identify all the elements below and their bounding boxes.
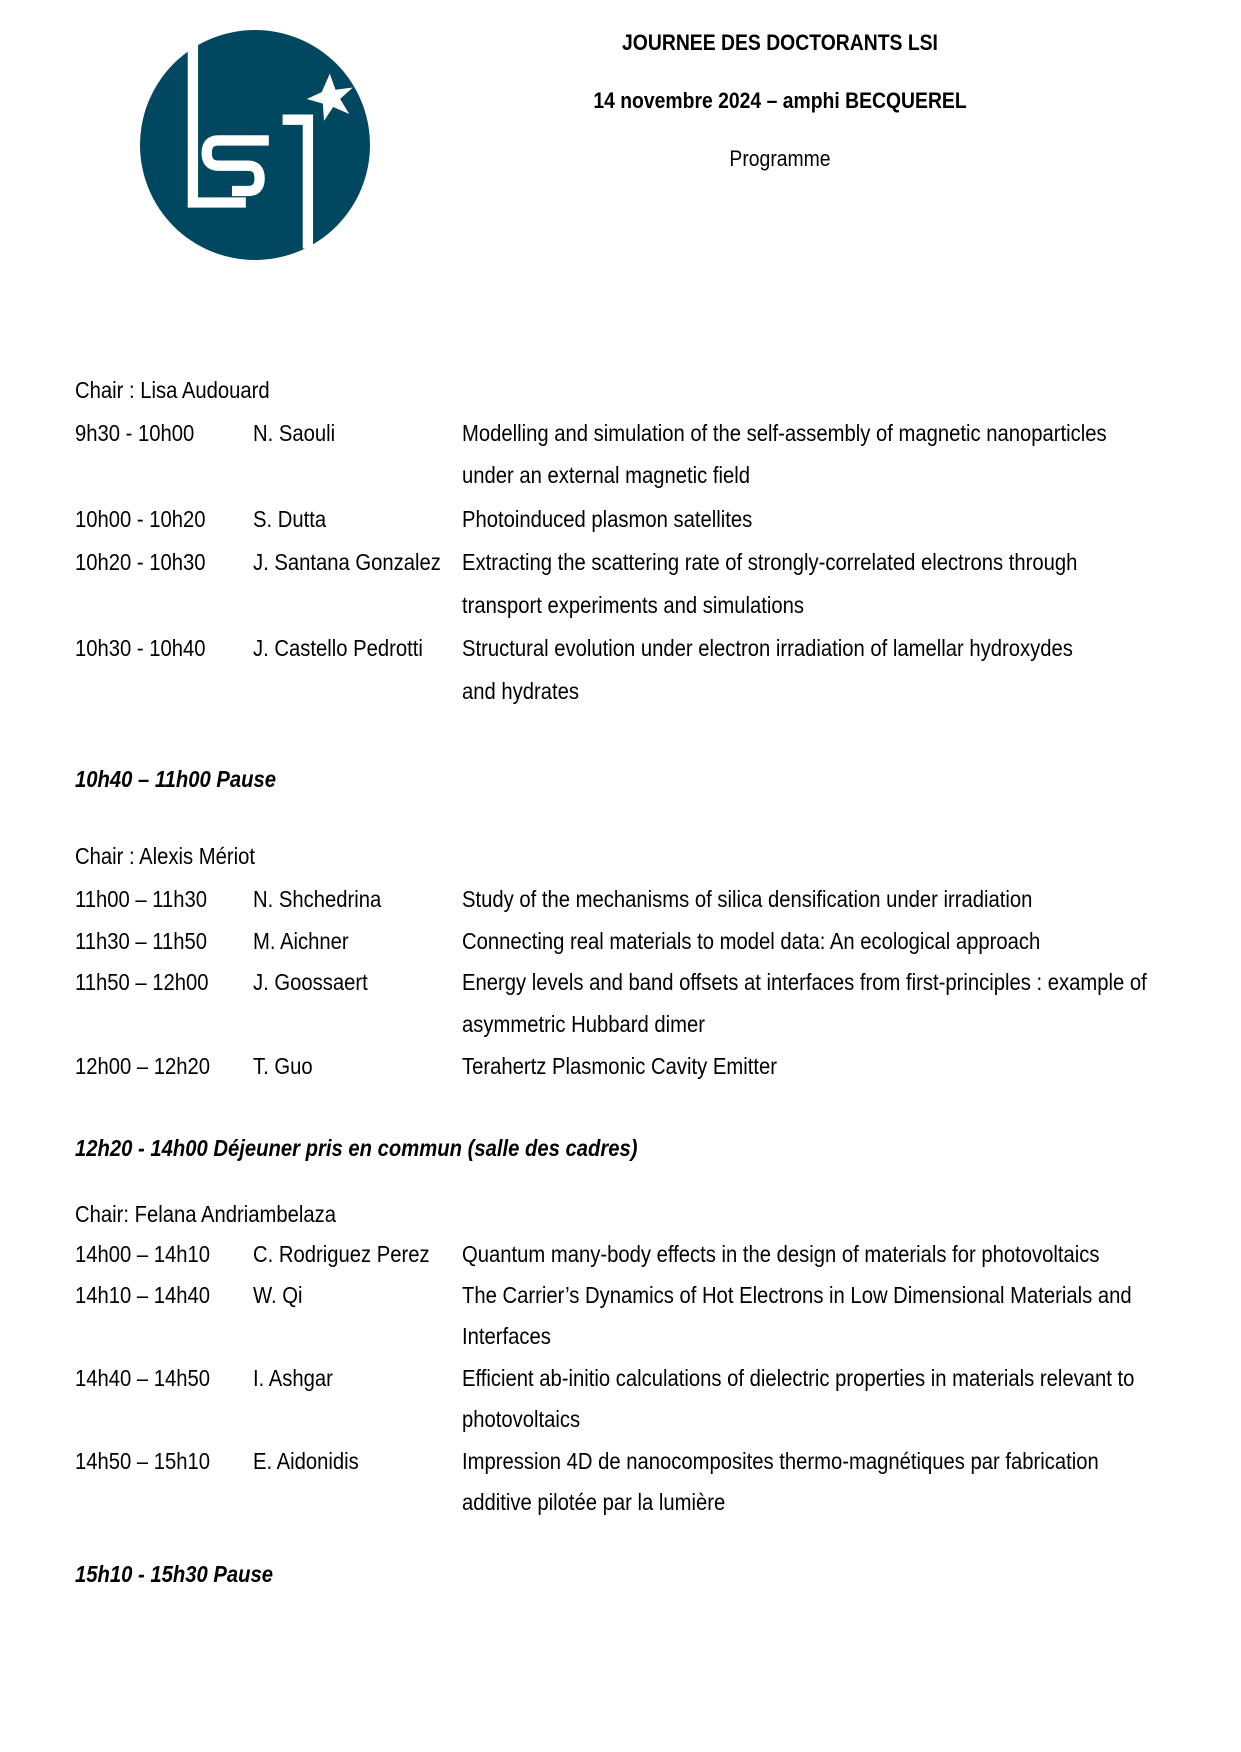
talk-title: and hydrates	[462, 678, 580, 704]
talk-time: 14h00 – 14h10	[75, 1241, 211, 1267]
talk-title: Efficient ab-initio calculations of dielectric properties in materials relevant to	[462, 1365, 1135, 1391]
talk-title: Photoinduced plasmon satellites	[462, 506, 753, 532]
talk-time: 11h50 – 12h00	[75, 969, 209, 995]
session-chair: Chair : Alexis Mériot	[75, 843, 255, 869]
talk-title: Interfaces	[462, 1323, 551, 1349]
talk-time: 14h40 – 14h50	[75, 1365, 211, 1391]
talk-title: Modelling and simulation of the self-assembly of magnetic nanoparticles	[462, 420, 1107, 446]
talk-title: transport experiments and simulations	[462, 592, 805, 618]
talk-time: 11h00 – 11h30	[75, 886, 208, 912]
lsi-logo-icon	[140, 30, 370, 260]
session-chair: Chair: Felana Andriambelaza	[75, 1201, 337, 1227]
talk-title: Structural evolution under electron irradiation of lamellar hydroxydes	[462, 635, 1073, 661]
talk-speaker: J. Santana Gonzalez	[253, 549, 441, 575]
talk-speaker: N. Saouli	[253, 420, 336, 446]
break-label: 15h10 - 15h30 Pause	[75, 1561, 274, 1587]
page-subtitle: Programme	[729, 146, 831, 171]
talk-title: under an external magnetic field	[462, 462, 751, 488]
talk-speaker: N. Shchedrina	[253, 886, 382, 912]
break-label: 12h20 - 14h00 Déjeuner pris en commun (salle des cadres)	[75, 1135, 638, 1161]
talk-time: 10h30 - 10h40	[75, 635, 206, 661]
talk-title: Impression 4D de nanocomposites thermo-magnétiques par fabrication	[462, 1448, 1099, 1474]
talk-title: asymmetric Hubbard dimer	[462, 1011, 705, 1037]
talk-title: The Carrier’s Dynamics of Hot Electrons in Low Dimensional Materials and	[462, 1282, 1132, 1308]
talk-title: Energy levels and band offsets at interfaces from first-principles : example of	[462, 969, 1147, 995]
talk-title: Extracting the scattering rate of strongly-correlated electrons through	[462, 549, 1078, 575]
talk-speaker: T. Guo	[253, 1053, 313, 1079]
talk-speaker: M. Aichner	[253, 928, 349, 954]
talk-time: 11h30 – 11h50	[75, 928, 208, 954]
talk-title: photovoltaics	[462, 1406, 581, 1432]
talk-speaker: I. Ashgar	[253, 1365, 333, 1391]
talk-time: 10h20 - 10h30	[75, 549, 206, 575]
talk-title: Connecting real materials to model data: An ecological approach	[462, 928, 1041, 954]
talk-time: 14h10 – 14h40	[75, 1282, 211, 1308]
event-date-location: 14 novembre 2024 – amphi BECQUEREL	[593, 88, 967, 113]
talk-speaker: E. Aidonidis	[253, 1448, 359, 1474]
talk-time: 10h00 - 10h20	[75, 506, 206, 532]
talk-time: 9h30 - 10h00	[75, 420, 195, 446]
talk-title: Study of the mechanisms of silica densification under irradiation	[462, 886, 1033, 912]
talk-speaker: S. Dutta	[253, 506, 327, 532]
talk-speaker: W. Qi	[253, 1282, 303, 1308]
break-label: 10h40 – 11h00 Pause	[75, 766, 277, 792]
talk-speaker: J. Castello Pedrotti	[253, 635, 423, 661]
talk-title: Terahertz Plasmonic Cavity Emitter	[462, 1053, 777, 1079]
session-chair: Chair : Lisa Audouard	[75, 377, 270, 403]
talk-time: 14h50 – 15h10	[75, 1448, 211, 1474]
talk-speaker: C. Rodriguez Perez	[253, 1241, 430, 1267]
page-title: JOURNEE DES DOCTORANTS LSI	[622, 30, 938, 55]
talk-title: additive pilotée par la lumière	[462, 1489, 726, 1515]
talk-speaker: J. Goossaert	[253, 969, 368, 995]
talk-title: Quantum many-body effects in the design of materials for photovoltaics	[462, 1241, 1100, 1267]
talk-time: 12h00 – 12h20	[75, 1053, 211, 1079]
